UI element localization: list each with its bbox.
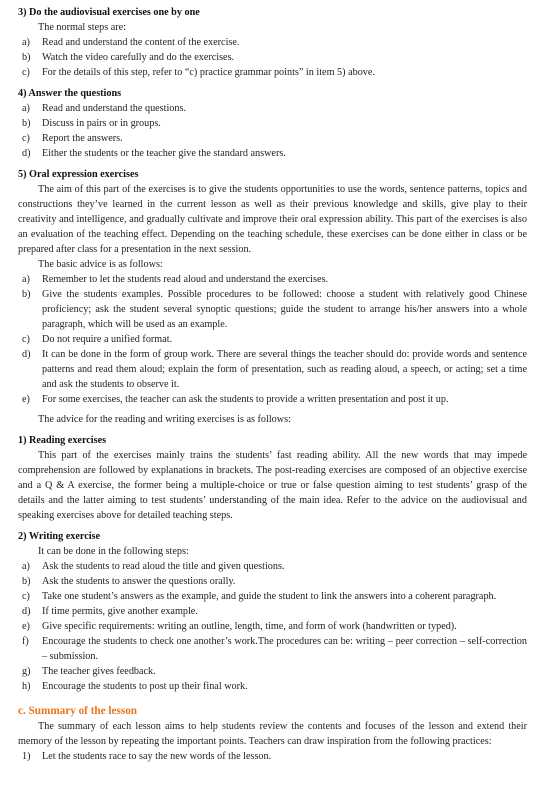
item-label: b) — [22, 576, 31, 587]
item-text: Report the answers. — [42, 133, 123, 144]
item-label: g) — [22, 666, 31, 677]
writing-heading: 2) Writing exercise — [18, 531, 101, 542]
item-label: a) — [22, 37, 30, 48]
item-text: Read and understand the content of the exercise. — [42, 37, 240, 48]
section-3-heading: 3) Do the audiovisual exercises one by one — [18, 7, 200, 18]
reading-heading: 1) Reading exercises — [18, 435, 107, 446]
list-item — [18, 131, 527, 146]
list-item — [18, 749, 527, 764]
list-item — [18, 634, 527, 664]
item-label: c) — [22, 591, 30, 602]
list-item — [18, 604, 527, 619]
list-item — [18, 347, 527, 392]
item-text: Encourage the students to post up their final work. — [42, 681, 248, 692]
summary-paragraph: The summary of each lesson aims to help students review the contents and focuses of the lesson and extend their memory of the lesson by repeating the important points. Teachers can draw inspiration from the following practices: — [18, 721, 527, 747]
item-label: a) — [22, 103, 30, 114]
list-item — [18, 101, 527, 116]
section-3-intro: The normal steps are: — [38, 22, 126, 33]
list-item — [18, 65, 527, 80]
summary-heading: c. Summary of the lesson — [18, 705, 138, 717]
section-5-list — [18, 272, 527, 407]
list-item — [18, 287, 527, 332]
section-5-advice-intro: The basic advice is as follows: — [38, 259, 163, 270]
item-text: Take one student’s answers as the example, and guide the student to link the answers into a coherent paragraph. — [42, 591, 497, 602]
item-label: 1) — [22, 751, 31, 762]
item-label: d) — [22, 606, 31, 617]
item-label: e) — [22, 394, 30, 405]
reading-writing-intro: The advice for the reading and writing exercises is as follows: — [38, 414, 291, 425]
list-item — [18, 35, 527, 50]
list-item — [18, 272, 527, 287]
list-item — [18, 574, 527, 589]
item-text: Either the students or the teacher give the standard answers. — [42, 148, 286, 159]
item-label: d) — [22, 349, 31, 360]
list-item — [18, 589, 527, 604]
list-item — [18, 619, 527, 634]
section-4-list — [18, 101, 527, 161]
section-5-paragraph: The aim of this part of the exercises is to give the students opportunities to use the words, sentence patterns, topics and constructions they’ve learned in the current lesson as well as their previous knowledge and skills, give play to their creativity and intelligence, and gradually cultivate and improve their oral expression ability. This part of the exercises is also an evaluation of the teaching effect. Depending on the teaching schedule, these exercises can be done either in class or be prepared after class for a presentation in the next session. — [18, 184, 527, 255]
item-label: e) — [22, 621, 30, 632]
item-text: Do not require a unified format. — [42, 334, 173, 345]
list-item — [18, 664, 527, 679]
list-item — [18, 116, 527, 131]
item-text: If time permits, give another example. — [42, 606, 198, 617]
item-label: b) — [22, 118, 31, 129]
item-text: It can be done in the form of group work. There are several things the teacher should do: provide words and sentence patterns and read them aloud; explain the form of presentation, such as reading aloud, a speech, or acting; set a time and ask the students to observe it. — [42, 349, 527, 390]
item-text: Encourage the students to check one another’s work.The procedures can be: writing – peer correction – self-correction – submission. — [42, 636, 527, 662]
item-label: d) — [22, 148, 31, 159]
item-label: a) — [22, 561, 30, 572]
item-label: b) — [22, 52, 31, 63]
item-text: Discuss in pairs or in groups. — [42, 118, 161, 129]
writing-intro: It can be done in the following steps: — [38, 546, 189, 557]
reading-paragraph: This part of the exercises mainly trains the students’ fast reading ability. All the new words that may impede comprehension are followed by explanations in brackets. The post-reading exercises are composed of an objective exercise and a Q & A exercise, the former being a multiple-choice or true or false question aiming to test students’ grasp of the details and the latter aiming to test students’ understanding of the main idea. Refer to the advice on the audiovisual and speaking exercises above for detailed teaching steps. — [18, 450, 527, 521]
item-text: Ask the students to answer the questions orally. — [42, 576, 236, 587]
item-text: For some exercises, the teacher can ask the students to provide a written presentation and post it up. — [42, 394, 449, 405]
item-label: c) — [22, 133, 30, 144]
item-text: The teacher gives feedback. — [42, 666, 156, 677]
section-3-list — [18, 35, 527, 80]
section-4-heading: 4) Answer the questions — [18, 88, 122, 99]
item-label: c) — [22, 334, 30, 345]
item-label: f) — [22, 636, 29, 647]
item-label: b) — [22, 289, 31, 300]
list-item — [18, 679, 527, 694]
summary-list — [18, 749, 527, 764]
writing-list — [18, 559, 527, 694]
list-item — [18, 332, 527, 347]
list-item — [18, 559, 527, 574]
item-label: c) — [22, 67, 30, 78]
item-text: Give the students examples. Possible procedures to be followed: choose a student with relatively good Chinese proficiency; ask the student several synoptic questions; guide the student to arrange his/her answers into a whole paragraph, which will be used as an example. — [42, 289, 527, 330]
list-item — [18, 392, 527, 407]
item-text: Read and understand the questions. — [42, 103, 187, 114]
item-text: Watch the video carefully and do the exercises. — [42, 52, 235, 63]
item-label: h) — [22, 681, 31, 692]
item-label: a) — [22, 274, 30, 285]
item-text: For the details of this step, refer to “c) practice grammar points” in item 5) above. — [42, 67, 375, 78]
item-text: Remember to let the students read aloud and understand the exercises. — [42, 274, 329, 285]
list-item — [18, 50, 527, 65]
item-text: Ask the students to read aloud the title and given questions. — [42, 561, 285, 572]
section-5-heading: 5) Oral expression exercises — [18, 169, 139, 180]
item-text: Let the students race to say the new words of the lesson. — [42, 751, 272, 762]
item-text: Give specific requirements: writing an outline, length, time, and form of work (handwritten or typed). — [42, 621, 457, 632]
list-item — [18, 146, 527, 161]
